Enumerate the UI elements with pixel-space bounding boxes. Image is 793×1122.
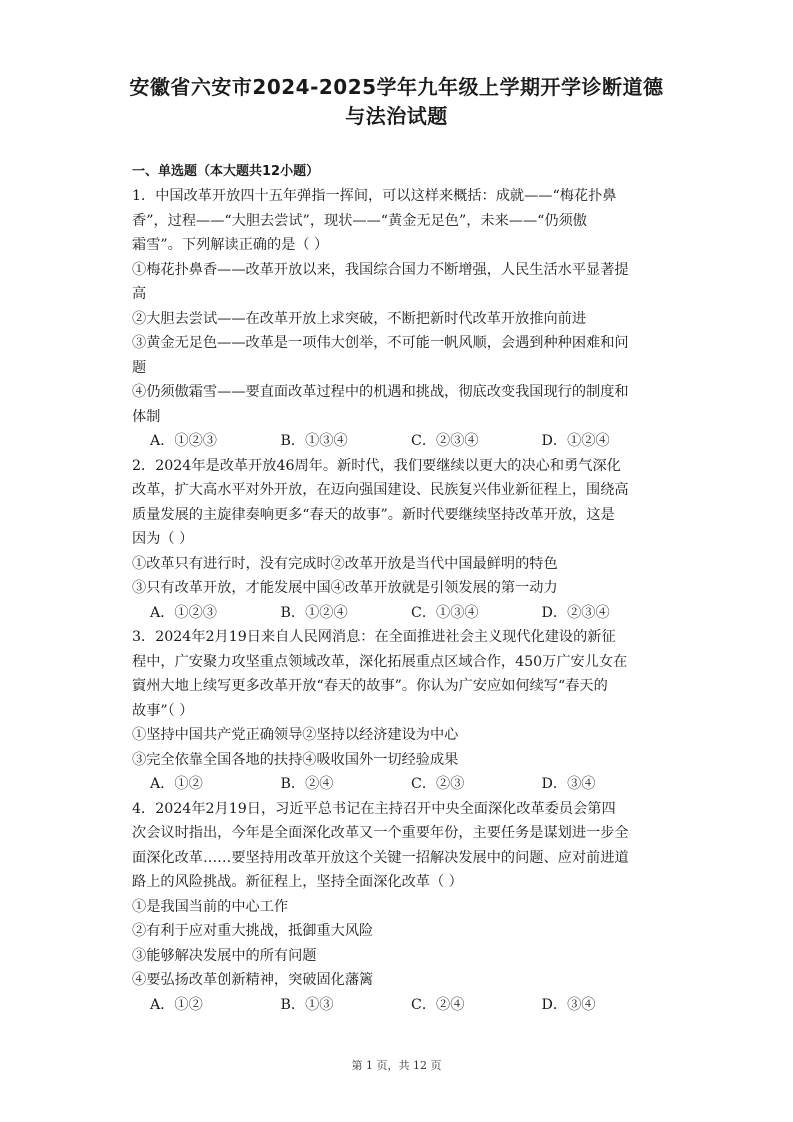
answer-option-a[interactable]: A．①② bbox=[150, 996, 203, 1013]
answer-options bbox=[132, 993, 672, 1018]
answer-options bbox=[132, 429, 672, 454]
answer-option-c[interactable]: C．②③④ bbox=[411, 433, 479, 449]
answer-option-b[interactable]: B．①③ bbox=[280, 996, 334, 1013]
question-text-line: ③黄金无足色——改革是一项伟大创举，不可能一帆风顺，会遇到种种困难和问 bbox=[132, 335, 629, 351]
answer-option-b[interactable]: B．②④ bbox=[280, 776, 334, 792]
document-title-line-2: 与法治试题 bbox=[345, 104, 448, 128]
question-text-line: ①是我国当前的中心工作 bbox=[132, 898, 289, 915]
answer-option-c[interactable]: C．②④ bbox=[411, 996, 465, 1013]
question-text-line: 3．2024年2月19日来自人民网消息：在全面推进社会主义现代化建设的新征 bbox=[132, 629, 616, 645]
answer-option-a[interactable]: A．①② bbox=[150, 776, 203, 792]
question-text-line: 题 bbox=[132, 359, 147, 376]
question-text-line: ③能够解决发展中的所有问题 bbox=[132, 947, 317, 964]
question-text-line: 1．中国改革开放四十五年弹指一挥间，可以这样来概括：成就——“梅花扑鼻 bbox=[132, 188, 617, 204]
answer-option-a[interactable]: A．①②③ bbox=[150, 604, 217, 621]
question-2 bbox=[132, 454, 672, 626]
question-text-line: 賨州大地上续写更多改革开放“春天的故事”。你认为广安应如何续写“春天的 bbox=[132, 678, 608, 694]
question-text-line: ④要弘扬改革创新精神，突破固化藩篱 bbox=[132, 972, 374, 988]
answer-options bbox=[132, 601, 672, 626]
question-text-line: ①改革只有进行时，没有完成时②改革开放是当代中国最鲜明的特色 bbox=[132, 555, 558, 572]
question-text-line: ①梅花扑鼻香——改革开放以来，我国综合国力不断增强，人民生活水平显著提 bbox=[132, 261, 629, 278]
question-list bbox=[132, 184, 672, 1017]
question-text-line: ②有利于应对重大挑战，抵御重大风险 bbox=[132, 923, 374, 939]
question-text-line: ①坚持中国共产党正确领导②坚持以经济建设为中心 bbox=[132, 727, 459, 743]
answer-option-b[interactable]: B．①③④ bbox=[280, 433, 348, 449]
answer-option-a[interactable]: A．①②③ bbox=[150, 433, 217, 449]
answer-option-c[interactable]: C．①③④ bbox=[411, 604, 479, 621]
question-text-line: 高 bbox=[132, 286, 147, 302]
answer-option-b[interactable]: B．①②④ bbox=[280, 604, 348, 621]
answer-option-d[interactable]: D．③④ bbox=[541, 996, 596, 1013]
question-text-line: 故事”（ ） bbox=[132, 702, 194, 719]
question-text-line: 4．2024年2月19日，习近平总书记在主持召开中央全面深化改革委员会第四 bbox=[132, 800, 616, 817]
answer-option-c[interactable]: C．②③ bbox=[411, 776, 465, 792]
section-heading: 一、单选题（本大题共12小题） bbox=[132, 164, 320, 179]
question-text-line: 面深化改革……要坚持用改革开放这个关键一招解决发展中的问题、应对前进道 bbox=[132, 849, 629, 866]
question-text-line: 程中，广安聚力攻坚重点领域改革，深化拓展重点区域合作，450万广安儿女在 bbox=[132, 653, 628, 670]
answer-option-d[interactable]: D．②③④ bbox=[541, 604, 610, 621]
question-text-line: 路上的风险挑战。新征程上，坚持全面深化改革（ ） bbox=[132, 874, 463, 890]
question-text-line: 体制 bbox=[132, 408, 161, 425]
answer-option-d[interactable]: D．③④ bbox=[541, 776, 596, 792]
page-footer: 第 1 页，共 12 页 bbox=[351, 1059, 442, 1072]
question-text-line: 质量发展的主旋律奏响更多“春天的故事”。新时代要继续坚持改革开放，这是 bbox=[132, 506, 615, 523]
question-1 bbox=[132, 184, 672, 454]
question-text-line: 改革，扩大高水平对外开放，在迈向强国建设、民族复兴伟业新征程上，围绕高 bbox=[132, 482, 629, 498]
question-text-line: ③完全依靠全国各地的扶持④吸收国外一切经验成果 bbox=[132, 751, 459, 768]
answer-options bbox=[132, 772, 672, 797]
question-text-line: ④仍须傲霜雪——要直面改革过程中的机遇和挑战，彻底改变我国现行的制度和 bbox=[132, 384, 629, 400]
question-text-line: ③只有改革开放，才能发展中国④改革开放就是引领发展的第一动力 bbox=[132, 580, 558, 596]
question-text-line: 霜雪”。下列解读正确的是（ ） bbox=[132, 237, 329, 253]
answer-option-d[interactable]: D．①②④ bbox=[541, 433, 610, 449]
question-4 bbox=[132, 797, 672, 1018]
document-title-line-1: 安徽省六安市2024-2025学年九年级上学期开学诊断道德 bbox=[129, 75, 664, 99]
question-text-line: 因为（ ） bbox=[132, 531, 194, 547]
question-3 bbox=[132, 625, 672, 797]
question-text-line: ②大胆去尝试——在改革开放上求突破，不断把新时代改革开放推向前进 bbox=[132, 310, 587, 327]
question-text-line: 次会议时指出，今年是全面深化改革又一个重要年份，主要任务是谋划进一步全 bbox=[132, 825, 629, 841]
question-text-line: 香”，过程——“大胆去尝试”，现状——“黄金无足色”，未来——“仍须傲 bbox=[132, 212, 587, 229]
question-text-line: 2．2024年是改革开放46周年。新时代，我们要继续以更大的决心和勇气深化 bbox=[132, 457, 621, 474]
